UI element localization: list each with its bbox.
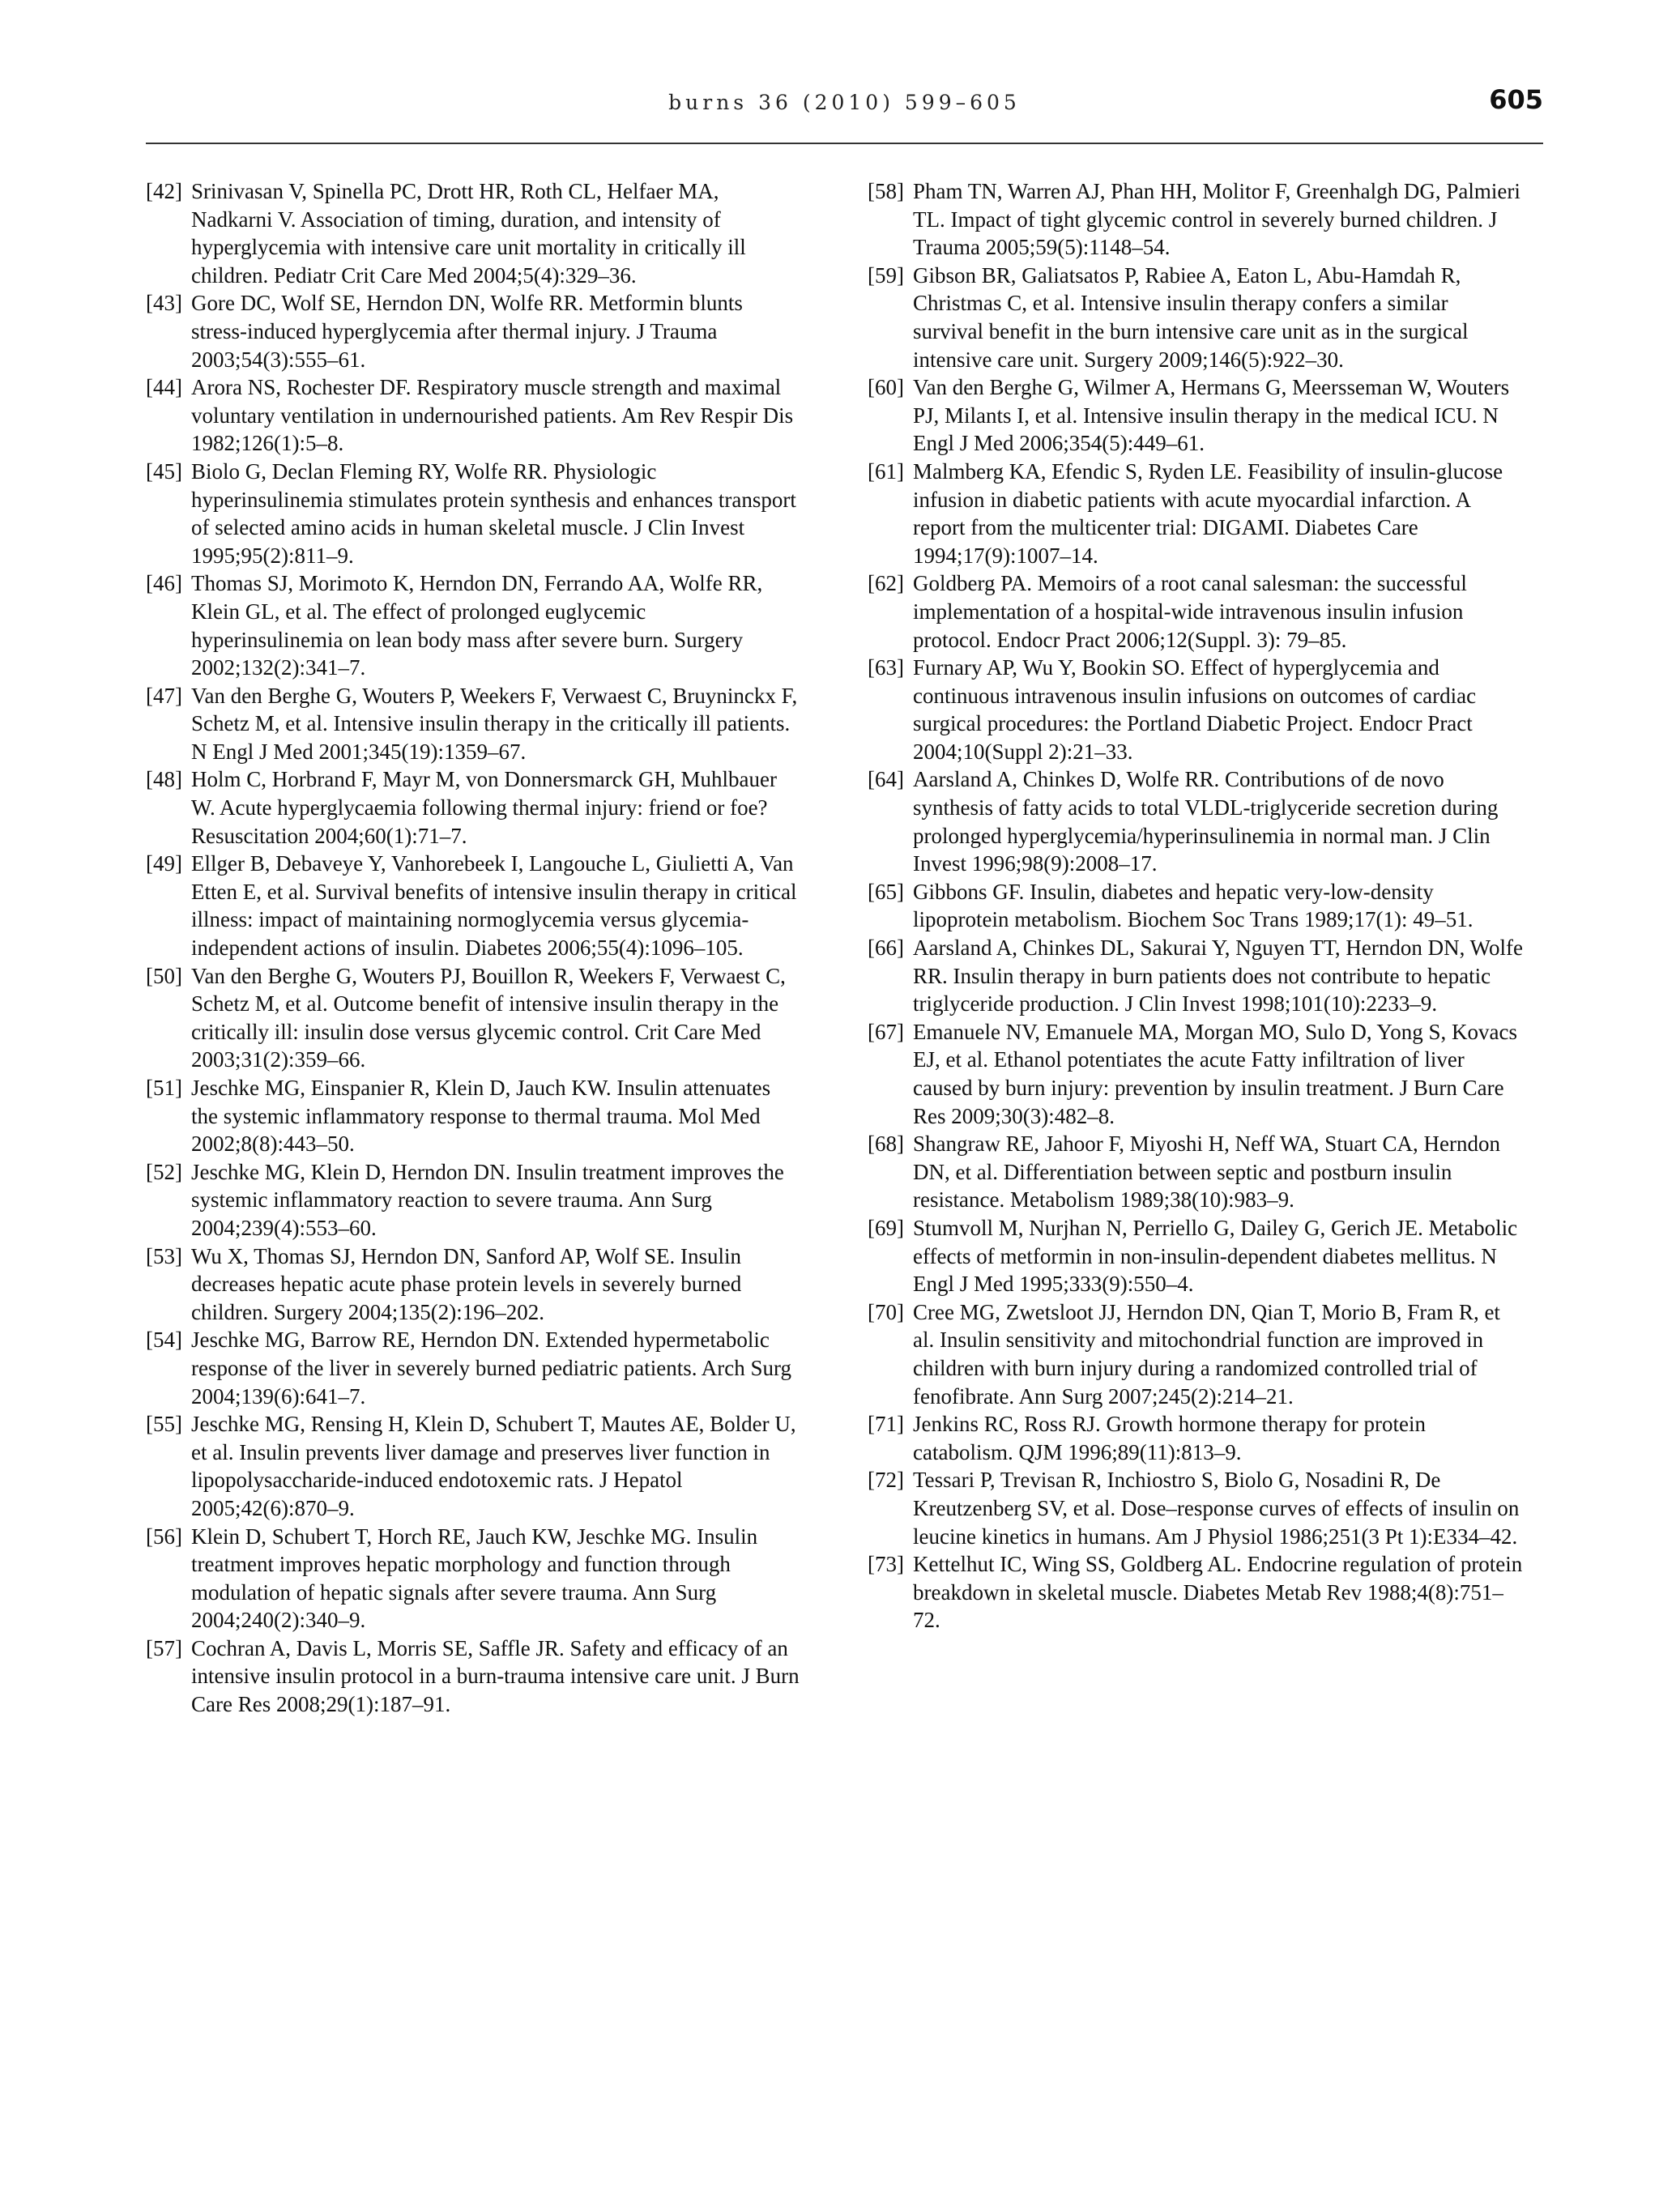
reference-text: Stumvoll M, Nurjhan N, Perriello G, Dailey G, Gerich JE. Metabolic effects of metformin in non-insulin-dependent diabetes mellitus. N Engl J Med 1995;333(9):550–4. xyxy=(913,1215,1518,1297)
reference-text: Arora NS, Rochester DF. Respiratory muscle strength and maximal voluntary ventilation in undernourished patients. Am Rev Respir Dis 1982;126(1):5–8. xyxy=(191,375,794,456)
reference-item xyxy=(868,878,1524,934)
reference-item xyxy=(868,262,1524,373)
reference-text: Ellger B, Debaveye Y, Vanhorebeek I, Langouche L, Giulietti A, Van Etten E, et al. Survival benefits of intensive insulin therapy in critical illness: impact of maintaining normoglycemia versus glycemia-independent actions of insulin. Diabetes 2006;55(4):1096–105. xyxy=(191,851,797,961)
reference-item xyxy=(146,569,802,681)
reference-text: Wu X, Thomas SJ, Herndon DN, Sanford AP, Wolf SE. Insulin decreases hepatic acute phase protein levels in severely burned children. Surgery 2004;135(2):196–202. xyxy=(191,1243,742,1324)
reference-number: [63] xyxy=(868,655,904,680)
reference-number: [68] xyxy=(868,1132,904,1157)
reference-item xyxy=(868,373,1524,458)
reference-item xyxy=(146,1410,802,1522)
reference-item xyxy=(868,569,1524,654)
reference-item xyxy=(146,373,802,458)
reference-item xyxy=(868,654,1524,765)
reference-text: Kettelhut IC, Wing SS, Goldberg AL. Endocrine regulation of protein breakdown in skeletal muscle. Diabetes Metab Rev 1988;4(8):751–72. xyxy=(913,1552,1523,1633)
reference-number: [58] xyxy=(868,179,904,203)
reference-text: Gibbons GF. Insulin, diabetes and hepatic very-low-density lipoprotein metabolism. Biochem Soc Trans 1989;17(1): 49–51. xyxy=(913,879,1473,932)
reference-number: [59] xyxy=(868,262,904,288)
reference-item xyxy=(146,1634,802,1719)
reference-number: [69] xyxy=(868,1215,904,1240)
reference-number: [67] xyxy=(868,1019,904,1044)
reference-text: Van den Berghe G, Wouters PJ, Bouillon R, Weekers F, Verwaest C, Schetz M, et al. Outcome benefit of intensive insulin therapy in the critically ill: insulin dose versus glycemic control. Crit Care Med 2003;31(2):359–66. xyxy=(191,963,786,1072)
reference-number: [45] xyxy=(146,458,182,484)
reference-text: Van den Berghe G, Wouters P, Weekers F, Verwaest C, Bruyninckx F, Schetz M, et al. Intensive insulin therapy in the critically ill patients. N Engl J Med 2001;345(19):1359–67. xyxy=(191,683,798,764)
reference-item xyxy=(868,1410,1524,1466)
reference-item xyxy=(146,765,802,850)
reference-number: [47] xyxy=(146,683,182,708)
reference-text: Biolo G, Declan Fleming RY, Wolfe RR. Physiologic hyperinsulinemia stimulates protein synthesis and enhances transport of selected amino acids in human skeletal muscle. J Clin Invest 1995;95(2):811–9. xyxy=(191,458,796,568)
reference-item xyxy=(146,1074,802,1158)
reference-number: [48] xyxy=(146,767,182,792)
reference-text: Jeschke MG, Einspanier R, Klein D, Jauch KW. Insulin attenuates the systemic inflammatory response to thermal trauma. Mol Med 2002;8(8):443–50. xyxy=(191,1076,771,1157)
reference-item xyxy=(146,1326,802,1410)
reference-item xyxy=(868,1466,1524,1550)
reference-number: [66] xyxy=(868,936,904,961)
reference-number: [62] xyxy=(868,571,904,596)
reference-item xyxy=(146,850,802,961)
reference-number: [54] xyxy=(146,1328,182,1353)
reference-text: Gore DC, Wolf SE, Herndon DN, Wolfe RR. Metformin blunts stress-induced hyperglycemia after thermal injury. J Trauma 2003;54(3):555–61. xyxy=(191,291,743,372)
running-head xyxy=(146,84,1543,133)
reference-number: [50] xyxy=(146,963,182,988)
reference-number: [71] xyxy=(868,1412,904,1437)
reference-number: [43] xyxy=(146,291,182,316)
reference-item xyxy=(868,1130,1524,1214)
reference-text: Pham TN, Warren AJ, Phan HH, Molitor F, Greenhalgh DG, Palmieri TL. Impact of tight glycemic control in severely burned children. J Trauma 2005;59(5):1148–54. xyxy=(913,179,1520,260)
reference-number: [51] xyxy=(146,1076,182,1100)
reference-number: [64] xyxy=(868,767,904,792)
reference-item xyxy=(146,289,802,373)
reference-number: [52] xyxy=(146,1159,182,1184)
reference-number: [72] xyxy=(868,1468,904,1493)
reference-text: Emanuele NV, Emanuele MA, Morgan MO, Sulo D, Yong S, Kovacs EJ, et al. Ethanol potentiates the acute Fatty infiltration of liver caused by burn injury: prevention by insulin treatment. J Burn Care Res 2009;30(3):482–8. xyxy=(913,1019,1517,1128)
reference-item xyxy=(146,177,802,289)
reference-number: [57] xyxy=(146,1635,182,1660)
references-column-left xyxy=(146,177,802,1719)
reference-number: [55] xyxy=(146,1412,182,1437)
references-column-right xyxy=(868,177,1524,1634)
reference-text: Goldberg PA. Memoirs of a root canal salesman: the successful implementation of a hospital-wide intravenous insulin infusion protocol. Endocr Pract 2006;12(Suppl. 3): 79–85. xyxy=(913,571,1467,652)
reference-number: [60] xyxy=(868,375,904,400)
reference-number: [56] xyxy=(146,1524,182,1549)
header-rule xyxy=(146,143,1543,144)
reference-number: [46] xyxy=(146,571,182,596)
reference-item xyxy=(868,177,1524,262)
reference-item xyxy=(146,962,802,1074)
reference-item xyxy=(146,1158,802,1242)
reference-item xyxy=(868,765,1524,877)
reference-text: Holm C, Horbrand F, Mayr M, von Donnersmarck GH, Muhlbauer W. Acute hyperglycaemia following thermal injury: friend or foe? Resuscitation 2004;60(1):71–7. xyxy=(191,767,777,848)
reference-number: [42] xyxy=(146,179,182,203)
reference-text: Klein D, Schubert T, Horch RE, Jauch KW, Jeschke MG. Insulin treatment improves hepatic morphology and function through modulation of hepatic signals after severe trauma. Ann Surg 2004;240(2):340–9. xyxy=(191,1524,758,1633)
reference-text: Gibson BR, Galiatsatos P, Rabiee A, Eaton L, Abu-Hamdah R, Christmas C, et al. Intensive insulin therapy confers a similar survival benefit in the burn intensive care unit as in the surgical intensive care unit. Surgery 2009;146(5):922–30. xyxy=(913,262,1469,372)
reference-text: Aarsland A, Chinkes D, Wolfe RR. Contributions of de novo synthesis of fatty acids to total VLDL-triglyceride secretion during prolonged hyperglycemia/hyperinsulinemia in normal man. J Clin Invest 1996;98(9):2008–17. xyxy=(913,767,1499,876)
reference-text: Jeschke MG, Rensing H, Klein D, Schubert T, Mautes AE, Bolder U, et al. Insulin prevents liver damage and preserves liver function in lipopolysaccharide-induced endotoxemic rats. J Hepatol 2005;42(6):870–9. xyxy=(191,1412,796,1520)
reference-text: Van den Berghe G, Wilmer A, Hermans G, Meersseman W, Wouters PJ, Milants I, et al. Intensive insulin therapy in the medical ICU. N Engl J Med 2006;354(5):449–61. xyxy=(913,375,1510,456)
reference-text: Jenkins RC, Ross RJ. Growth hormone therapy for protein catabolism. QJM 1996;89(11):813–9. xyxy=(913,1412,1426,1464)
reference-item xyxy=(146,682,802,766)
reference-number: [65] xyxy=(868,879,904,904)
reference-number: [61] xyxy=(868,458,904,484)
reference-number: [53] xyxy=(146,1243,182,1268)
reference-number: [70] xyxy=(868,1299,904,1324)
reference-item xyxy=(868,458,1524,569)
reference-item xyxy=(146,1242,802,1327)
page-number: 605 xyxy=(1489,84,1543,115)
reference-text: Furnary AP, Wu Y, Bookin SO. Effect of hyperglycemia and continuous intravenous insulin infusions on outcomes of cardiac surgical procedures: the Portland Diabetic Project. Endocr Pract 2004;10(Suppl 2):21–33. xyxy=(913,655,1477,764)
reference-text: Tessari P, Trevisan R, Inchiostro S, Biolo G, Nosadini R, De Kreutzenberg SV, et al. Dose–response curves of effects of insulin on leucine kinetics in humans. Am J Physiol 1986;251(3 Pt 1):E334–42. xyxy=(913,1468,1520,1549)
reference-text: Cree MG, Zwetsloot JJ, Herndon DN, Qian T, Morio B, Fram R, et al. Insulin sensitivity and mitochondrial function are improved in children with burn injury during a randomized controlled trial of fenofibrate. Ann Surg 2007;245(2):214–21. xyxy=(913,1299,1500,1409)
reference-item xyxy=(146,458,802,569)
journal-citation: burns 36 (2010) 599–605 xyxy=(668,91,1021,114)
reference-text: Srinivasan V, Spinella PC, Drott HR, Roth CL, Helfaer MA, Nadkarni V. Association of timing, duration, and intensity of hyperglycemia with intensive care unit mortality in critically ill children. Pediatr Crit Care Med 2004;5(4):329–36. xyxy=(191,179,746,288)
reference-number: [73] xyxy=(868,1552,904,1577)
reference-text: Aarsland A, Chinkes DL, Sakurai Y, Nguyen TT, Herndon DN, Wolfe RR. Insulin therapy in burn patients does not contribute to hepatic triglyceride production. J Clin Invest 1998;101(10):2233–9. xyxy=(913,936,1523,1016)
reference-item xyxy=(868,1018,1524,1130)
reference-text: Jeschke MG, Klein D, Herndon DN. Insulin treatment improves the systemic inflammatory reaction to severe trauma. Ann Surg 2004;239(4):553–60. xyxy=(191,1159,784,1240)
reference-item xyxy=(868,934,1524,1018)
reference-text: Malmberg KA, Efendic S, Ryden LE. Feasibility of insulin-glucose infusion in diabetic patients with acute myocardial infarction. A report from the multicenter trial: DIGAMI. Diabetes Care 1994;17(9):1007–14. xyxy=(913,458,1503,568)
reference-text: Jeschke MG, Barrow RE, Herndon DN. Extended hypermetabolic response of the liver in severely burned pediatric patients. Arch Surg 2004;139(6):641–7. xyxy=(191,1328,792,1409)
reference-number: [49] xyxy=(146,851,182,876)
reference-text: Cochran A, Davis L, Morris SE, Saffle JR. Safety and efficacy of an intensive insulin protocol in a burn-trauma intensive care unit. J Burn Care Res 2008;29(1):187–91. xyxy=(191,1635,800,1717)
reference-item xyxy=(868,1298,1524,1410)
reference-text: Thomas SJ, Morimoto K, Herndon DN, Ferrando AA, Wolfe RR, Klein GL, et al. The effect of prolonged euglycemic hyperinsulinemia on lean body mass after severe burn. Surgery 2002;132(2):341–7. xyxy=(191,571,763,680)
reference-item xyxy=(868,1214,1524,1298)
reference-number: [44] xyxy=(146,375,182,400)
reference-item xyxy=(868,1550,1524,1634)
reference-item xyxy=(146,1523,802,1634)
reference-text: Shangraw RE, Jahoor F, Miyoshi H, Neff WA, Stuart CA, Herndon DN, et al. Differentiation between septic and postburn insulin resistance. Metabolism 1989;38(10):983–9. xyxy=(913,1132,1501,1213)
